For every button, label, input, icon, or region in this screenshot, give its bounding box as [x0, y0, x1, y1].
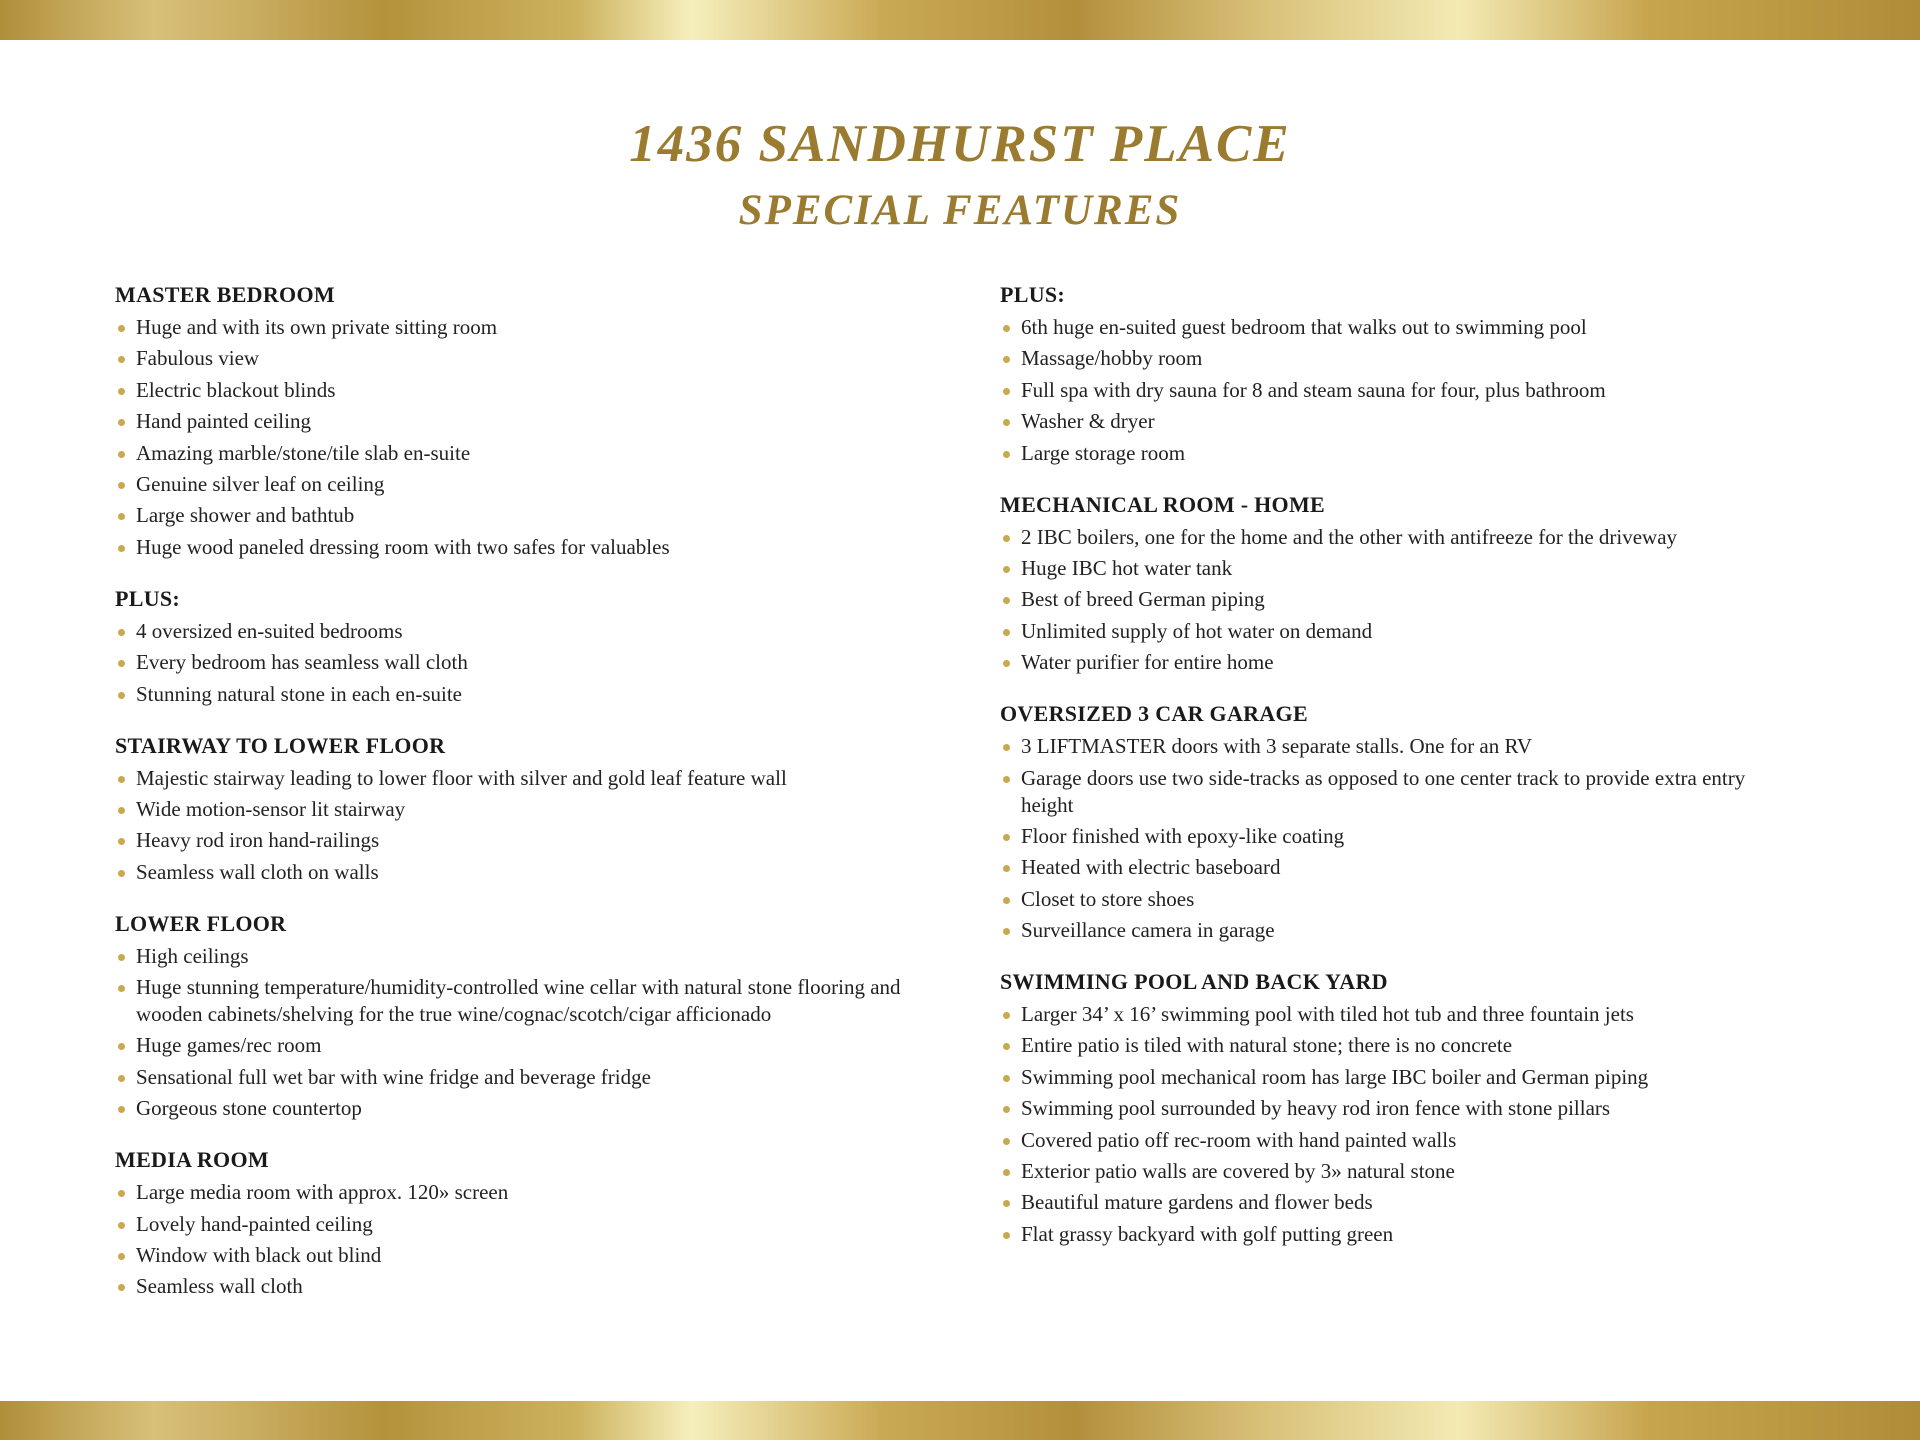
feature-item: Covered patio off rec-room with hand painted walls [1000, 1127, 1800, 1154]
feature-item: Stunning natural stone in each en-suite [115, 681, 935, 708]
feature-item: Entire patio is tiled with natural stone; there is no concrete [1000, 1032, 1800, 1059]
page-subtitle: SPECIAL FEATURES [738, 187, 1182, 234]
section-heading: LOWER FLOOR [115, 910, 287, 936]
feature-item: Lovely hand-painted ceiling [115, 1211, 935, 1238]
section-heading: MEDIA ROOM [115, 1147, 269, 1173]
top-gold-band [0, 0, 1920, 40]
section-heading: MECHANICAL ROOM - HOME [1000, 491, 1325, 517]
section-plus [115, 584, 935, 708]
feature-item: Every bedroom has seamless wall cloth [115, 649, 935, 676]
feature-item: Swimming pool surrounded by heavy rod iron fence with stone pillars [1000, 1095, 1800, 1122]
feature-list [1000, 524, 1800, 677]
section-heading: OVERSIZED 3 CAR GARAGE [1000, 701, 1308, 727]
feature-item: Large storage room [1000, 440, 1800, 467]
right-column [1000, 280, 1800, 1271]
feature-list [115, 618, 935, 708]
feature-item: Huge wood paneled dressing room with two safes for valuables [115, 534, 935, 561]
feature-item: Washer & dryer [1000, 408, 1800, 435]
section-heading: SWIMMING POOL AND BACK YARD [1000, 969, 1388, 995]
feature-item: Larger 34’ x 16’ swimming pool with tiled hot tub and three fountain jets [1000, 1001, 1800, 1028]
feature-list [115, 943, 935, 1123]
section-heading: PLUS: [115, 585, 181, 611]
feature-item: 2 IBC boilers, one for the home and the other with antifreeze for the driveway [1000, 524, 1800, 551]
feature-item: Amazing marble/stone/tile slab en-suite [115, 440, 935, 467]
section-heading: PLUS: [1000, 282, 1066, 307]
feature-item: Large shower and bathtub [115, 502, 935, 529]
feature-item: Fabulous view [115, 345, 935, 372]
feature-item: Unlimited supply of hot water on demand [1000, 618, 1800, 645]
feature-item: Closet to store shoes [1000, 886, 1800, 913]
section-oversized-3-car-garage [1000, 699, 1800, 944]
feature-item: Full spa with dry sauna for 8 and steam sauna for four, plus bathroom [1000, 377, 1800, 404]
feature-item: 4 oversized en-suited bedrooms [115, 618, 935, 645]
feature-list [1000, 314, 1800, 467]
feature-item: Exterior patio walls are covered by 3» natural stone [1000, 1158, 1800, 1185]
feature-item: Majestic stairway leading to lower floor with silver and gold leaf feature wall [115, 765, 935, 792]
feature-item: Sensational full wet bar with wine fridge and beverage fridge [115, 1064, 935, 1091]
feature-item: Electric blackout blinds [115, 377, 935, 404]
feature-item: Huge and with its own private sitting room [115, 314, 935, 341]
feature-item: Seamless wall cloth [115, 1273, 935, 1300]
left-column [115, 280, 935, 1323]
feature-list [1000, 1001, 1800, 1248]
feature-item: Floor finished with epoxy-like coating [1000, 823, 1800, 850]
feature-item: Wide motion-sensor lit stairway [115, 796, 935, 823]
feature-item: Heavy rod iron hand-railings [115, 827, 935, 854]
section-media-room [115, 1145, 935, 1300]
feature-item: Huge IBC hot water tank [1000, 555, 1800, 582]
feature-list [1000, 733, 1800, 944]
section-master-bedroom [115, 280, 935, 561]
feature-item: Swimming pool mechanical room has large IBC boiler and German piping [1000, 1064, 1800, 1091]
feature-item: Gorgeous stone countertop [115, 1095, 935, 1122]
section-mechanical-room-home [1000, 490, 1800, 677]
feature-item: Huge games/rec room [115, 1032, 935, 1059]
section-swimming-pool-and-back-yard [1000, 967, 1800, 1248]
feature-item: Seamless wall cloth on walls [115, 859, 935, 886]
feature-item: High ceilings [115, 943, 935, 970]
feature-list [115, 314, 935, 561]
bottom-gold-band [0, 1401, 1920, 1440]
feature-item: Massage/hobby room [1000, 345, 1800, 372]
feature-item: Flat grassy backyard with golf putting green [1000, 1221, 1800, 1248]
feature-item: Genuine silver leaf on ceiling [115, 471, 935, 498]
feature-item: Hand painted ceiling [115, 408, 935, 435]
feature-list [115, 765, 935, 886]
feature-item: Surveillance camera in garage [1000, 917, 1800, 944]
section-heading: STAIRWAY TO LOWER FLOOR [115, 732, 446, 758]
page-header [0, 112, 1920, 238]
feature-item: Huge stunning temperature/humidity-controlled wine cellar with natural stone flooring and wooden cabinets/shelving for the true wine/cognac/scotch/cigar afficionado [115, 974, 935, 1028]
section-stairway-to-lower-floor [115, 731, 935, 886]
feature-item: 6th huge en-suited guest bedroom that walks out to swimming pool [1000, 314, 1800, 341]
section-heading: MASTER BEDROOM [115, 282, 335, 307]
section-plus [1000, 280, 1800, 467]
feature-list [115, 1179, 935, 1300]
feature-item: Garage doors use two side-tracks as opposed to one center track to provide extra entry height [1000, 765, 1800, 819]
feature-item: Water purifier for entire home [1000, 649, 1800, 676]
feature-item: Heated with electric baseboard [1000, 854, 1800, 881]
feature-item: Beautiful mature gardens and flower beds [1000, 1189, 1800, 1216]
feature-item: Best of breed German piping [1000, 586, 1800, 613]
page-title: 1436 SANDHURST PLACE [629, 115, 1291, 173]
section-lower-floor [115, 909, 935, 1123]
feature-item: 3 LIFTMASTER doors with 3 separate stalls. One for an RV [1000, 733, 1800, 760]
feature-item: Window with black out blind [115, 1242, 935, 1269]
feature-item: Large media room with approx. 120» screen [115, 1179, 935, 1206]
